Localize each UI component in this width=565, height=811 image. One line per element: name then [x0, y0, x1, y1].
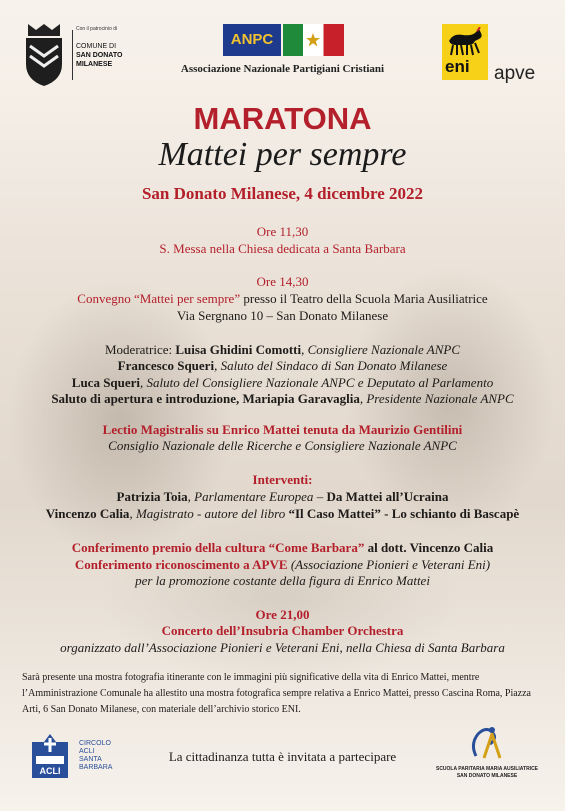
convegno-address: Via Sergnano 10 – San Donato Milanese — [176, 308, 389, 323]
title-maratona: MARATONA — [193, 101, 372, 136]
moderator-name: Luisa Ghidini Comotti — [175, 342, 302, 357]
concerto-title: Concerto dell’Insubria Chamber Orchestra — [161, 623, 404, 638]
place-date: San Donato Milanese, 4 dicembre 2022 — [141, 184, 424, 203]
six-legged-dog-icon — [445, 27, 485, 57]
afternoon-time: Ore 14,30 — [256, 274, 309, 289]
speaker-3-name: Luca Squeri — [71, 375, 141, 390]
anpc-logo — [223, 24, 344, 56]
premio-line-1 — [0, 539, 565, 556]
premio-line-2 — [0, 556, 565, 573]
intervento-2-name: Vincenzo Calia — [45, 506, 130, 521]
school-emblem-icon — [468, 724, 508, 764]
convegno-venue: presso il Teatro della Scuola Maria Ausiliatrice — [240, 291, 488, 306]
premio-recipient: al dott. Vincenzo Calia — [364, 540, 494, 555]
speaker-line-4 — [0, 390, 565, 407]
comune-name-1: COMUNE DI — [76, 43, 117, 50]
comune-caption: Con il patrocinio di — [76, 26, 118, 32]
title-mattei: Mattei per sempre — [158, 136, 407, 173]
intervento-1 — [0, 488, 565, 505]
lectio-title: Lectio Magistralis su Enrico Mattei tenuta da Maurizio Gentilini — [102, 422, 463, 437]
eni-logo — [442, 24, 488, 80]
intervento-2-title: “Il Caso Mattei” - Lo schianto di Bascapè — [285, 506, 520, 521]
eni-text: eni — [445, 57, 470, 76]
interventi-heading: Interventi: — [252, 472, 313, 487]
acli-logo-text: ACLI — [39, 766, 61, 776]
acli-name-1: CIRCOLO — [79, 740, 111, 747]
intervento-1-title: Da Mattei all’Ucraina — [326, 489, 449, 504]
acli-name-3: SANTA — [79, 756, 102, 763]
riconoscimento-org: (Associazione Pionieri e Veterani Eni) — [287, 557, 491, 572]
comune-logo — [22, 22, 142, 92]
intervento-2 — [0, 505, 565, 522]
lectio-subtitle: Consiglio Nazionale delle Ricerche e Consigliere Nazionale ANPC — [108, 438, 457, 453]
anpc-logo-text: ANPC — [230, 31, 274, 48]
intervento-1-name: Patrizia Toia — [116, 489, 188, 504]
star-icon — [306, 33, 320, 47]
acli-name-2: ACLI — [79, 748, 95, 755]
speaker-line-3 — [0, 374, 565, 391]
intervento-2-role: , Magistrato - autore del libro — [129, 506, 286, 521]
speaker-2-role: , Saluto del Sindaco di San Donato Milanese — [214, 358, 448, 373]
moderator-label: Moderatrice: — [105, 342, 176, 357]
acli-name-4: BARBARA — [79, 764, 113, 771]
invitation: La cittadinanza tutta è invitata a partecipare — [168, 749, 397, 764]
speaker-3-role: , Saluto del Consigliere Nazionale ANPC e Deputato al Parlamento — [140, 375, 494, 390]
speaker-4-name: Saluto di apertura e introduzione, Mariapia Garavaglia — [51, 391, 360, 406]
italian-flag-icon — [283, 24, 344, 56]
premio-line-3: per la promozione costante della figura di Enrico Mattei — [135, 573, 430, 588]
comune-name-3: MILANESE — [76, 61, 113, 68]
exhibition-note: Sarà presente una mostra fotografia itinerante con le immagini più significative della vita di Enrico Mattei, mentre l’Amministrazione Comunale ha allestito una mostra fotografica sempre relativa a Enrico Mattei, presso Cascina Roma, Piazza Arti, 6 San Donato Milanese, con materiale dell’archivio storico ENI. — [22, 672, 531, 715]
eni-apve-logo — [442, 24, 547, 90]
moderator-role: , Consigliere Nazionale ANPC — [301, 342, 460, 357]
concerto-desc: organizzato dall’Associazione Pionieri e Veterani Eni, nella Chiesa di Santa Barbara — [60, 640, 505, 655]
morning-time: Ore 11,30 — [256, 224, 309, 239]
school-logo — [428, 724, 546, 784]
apve-text: apve — [494, 63, 536, 84]
concerto-time: Ore 21,00 — [255, 607, 310, 622]
riconoscimento-title: Conferimento riconoscimento a APVE — [74, 557, 288, 572]
association-name: Associazione Nazionale Partigiani Cristiani — [180, 63, 385, 75]
speaker-line-2 — [0, 357, 565, 374]
speaker-4-role: , Presidente Nazionale ANPC — [359, 391, 514, 406]
morning-mass: S. Messa nella Chiesa dedicata a Santa Barbara — [159, 241, 406, 256]
comune-name-2: SAN DONATO — [76, 52, 123, 59]
speaker-2-name: Francesco Squeri — [117, 358, 215, 373]
comune-crest-icon — [22, 22, 66, 88]
school-name-1: SCUOLA PARITARIA MARIA AUSILIATRICE — [435, 766, 539, 772]
intervento-1-role: , Parlamentare Europea — [187, 489, 314, 504]
convegno-line — [0, 290, 565, 307]
intervento-1-sep: – — [313, 489, 327, 504]
convegno-title: Convegno “Mattei per sempre” — [77, 291, 241, 306]
speaker-line-1 — [0, 341, 565, 358]
school-name-2: SAN DONATO MILANESE — [456, 773, 518, 779]
premio-title: Conferimento premio della cultura “Come Barbara” — [71, 540, 365, 555]
